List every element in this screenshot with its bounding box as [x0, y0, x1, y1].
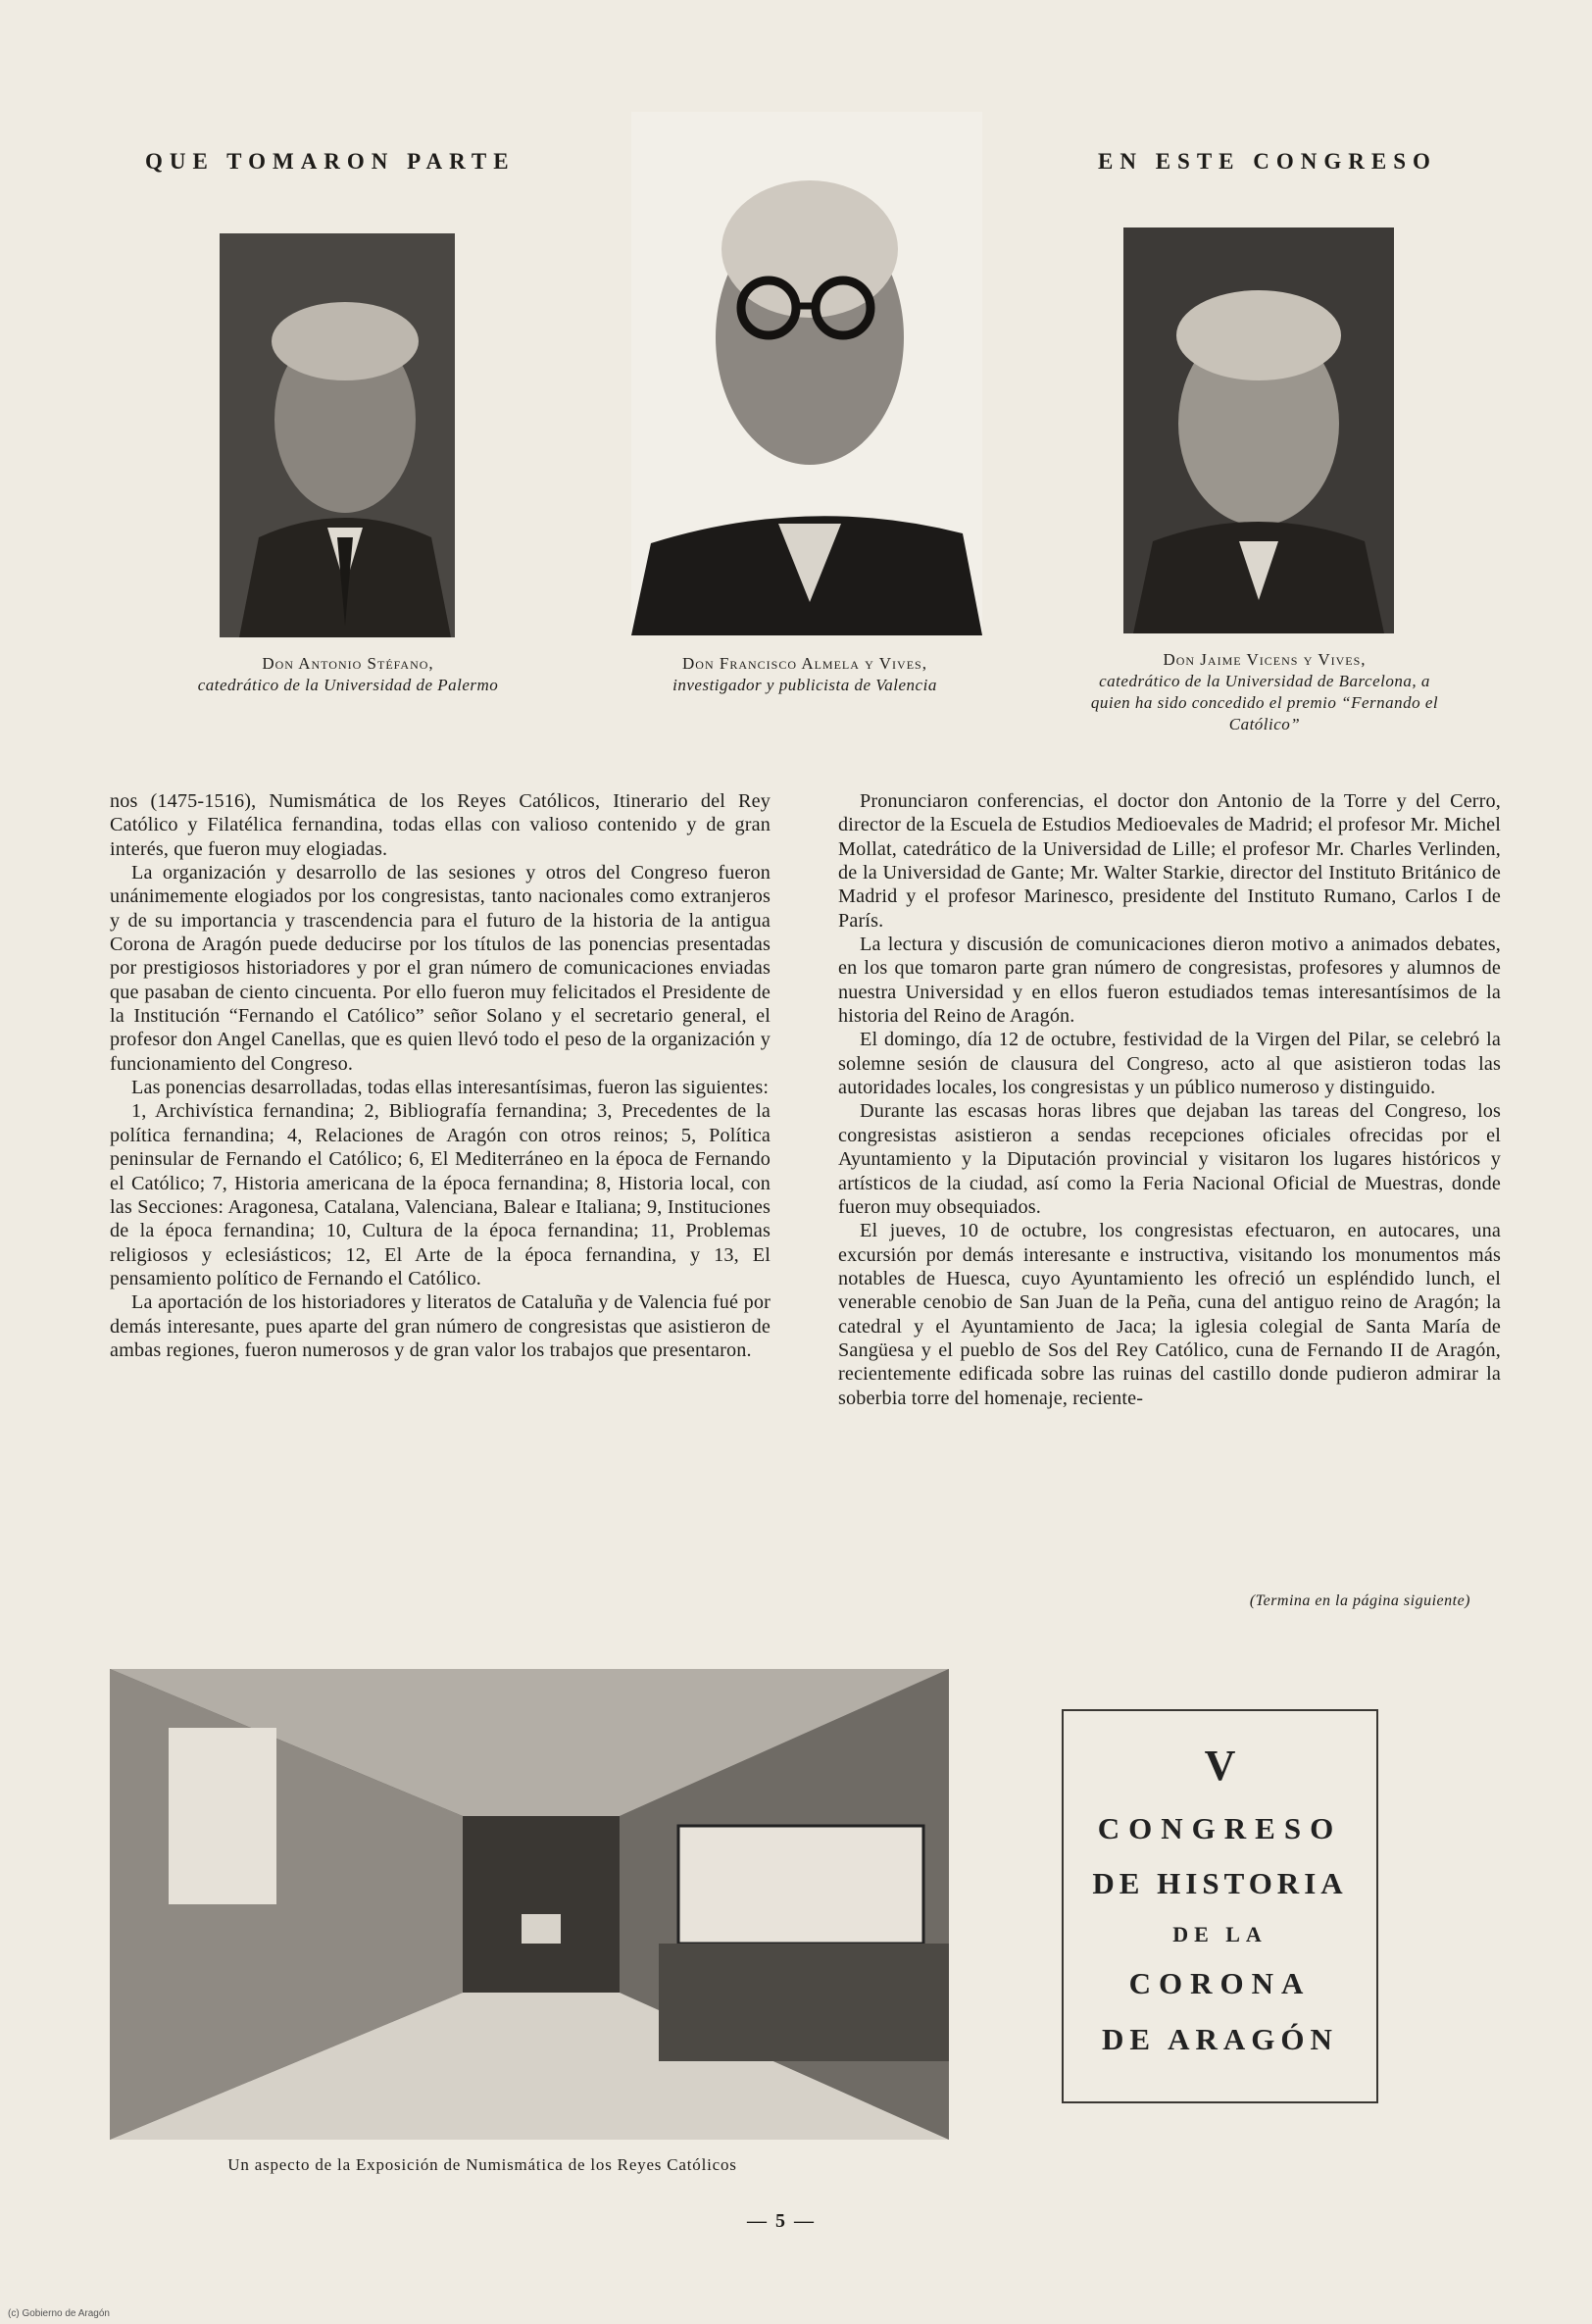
article-right-column	[838, 789, 1501, 1410]
paragraph: La aportación de los historiadores y literatos de Cataluña y de Valencia fué por demás interesante, pues aparte del gran número de congresistas que asistieron de ambas regiones, fueron numerosos y de gran valor los trabajos que presentaron.	[110, 1291, 771, 1361]
portrait-description: catedrático de la Universidad de Barcelona, a quien ha sido concedido el premio “Fernando el Católico”	[1090, 672, 1439, 733]
header-left: QUE TOMARON PARTE	[145, 149, 516, 174]
title-line: CORONA	[1128, 1966, 1312, 2000]
portrait-caption-almela	[623, 653, 986, 696]
page-number: — 5 —	[747, 2210, 816, 2232]
portrait-description: catedrático de la Universidad de Palermo	[197, 676, 499, 694]
paragraph: El jueves, 10 de octubre, los congresistas efectuaron, en autocares, una excursión por demás interesante e instructiva, visitando los monumentos más notables de Huesca, cuyo Ayuntamiento les ofreció un espléndido lunch, el venerable cenobio de San Juan de la Peña, cuna del antiguo reino de Aragón; la catedral y el Ayuntamiento de Jaca; la iglesia colegial de Santa María de Sangüesa y el pueblo de Sos del Rey Católico, cuna de Fernando II de Aragón, recientemente edificada sobre las ruinas del castillo donde pudieron admirar la soberbia torre del homenaje, reciente-	[838, 1220, 1501, 1409]
portrait-name: Don Antonio Stéfano,	[262, 654, 434, 673]
paragraph: La lectura y discusión de comunicaciones dieron motivo a animados debates, en los que tomaron parte gran número de congresistas, profesores y alumnos de nuestra Universidad y en ellos fueron estudiados temas interesantísimos de la historia del Reino de Aragón.	[838, 934, 1501, 1028]
title-line: DE ARAGÓN	[1102, 2022, 1338, 2056]
title-line: DE LA	[1172, 1922, 1268, 1946]
portrait-name: Don Jaime Vicens y Vives,	[1163, 650, 1367, 669]
paragraph: nos (1475-1516), Numismática de los Reyes Católicos, Itinerario del Rey Católico y Filatélica fernandina, todas ellas con valioso contenido y de gran interés, que fueron muy elogiadas.	[110, 790, 771, 860]
exhibition-caption: Un aspecto de la Exposición de Numismática de los Reyes Católicos	[227, 2155, 737, 2174]
portrait-description: investigador y publicista de Valencia	[672, 676, 937, 694]
paragraph: 1, Archivística fernandina; 2, Bibliografía fernandina; 3, Precedentes de la política fernandina; 4, Relaciones de Aragón con otros reinos; 5, Política peninsular de Fernando el Católico; 6, El Mediterráneo en la época de Fernando el Católico; 7, Historia americana de la época fernandina; 8, Historia local, con las Secciones: Aragonesa, Catalana, Valenciana, Balear e Italiana; 9, Instituciones de la época fernandina; 10, Cultura de la época fernandina; 11, Problemas religiosos y eclesiásticos; 12, El Arte de la época fernandina, y 13, El pensamiento político de Fernando el Católico.	[110, 1100, 771, 1289]
portrait-photo-stefano	[220, 233, 455, 637]
title-line: DE HISTORIA	[1092, 1866, 1348, 1900]
portrait-name: Don Francisco Almela y Vives,	[682, 654, 927, 673]
paragraph: Durante las escasas horas libres que dejaban las tareas del Congreso, los congresistas asistieron a sendas recepciones oficiales ofrecidas por el Ayuntamiento y la Diputación provincial y visitaron los lugares históricos y artísticos de la ciudad, así como la Feria Nacional Oficial de Muestras, donde fueron muy obsequiados.	[838, 1100, 1501, 1218]
copyright-notice: (c) Gobierno de Aragón	[8, 2308, 110, 2319]
portrait-photo-vicens	[1123, 227, 1394, 633]
portrait-photo-almela	[631, 112, 982, 635]
portrait-caption-vicens	[1078, 649, 1451, 735]
article-left-column	[110, 789, 771, 1362]
title-line: CONGRESO	[1097, 1811, 1343, 1845]
header-right: EN ESTE CONGRESO	[1098, 149, 1437, 174]
paragraph: La organización y desarrollo de las sesiones y otros del Congreso fueron unánimemente elogiados por los congresistas, tanto nacionales como extranjeros y de su importancia y trascendencia para el futuro de la historia de la antigua Corona de Aragón puede deducirse por los títulos de las ponencias presentadas por prestigiosos historiadores y por el gran número de comunicaciones enviadas que pasaban de ciento cincuenta. Por ello fueron muy felicitados el Presidente de la Institución “Fernando el Católico” señor Solano y el secretario general, el profesor don Angel Canellas, que es quien llevó todo el peso de la organización y funcionamiento del Congreso.	[110, 862, 771, 1075]
exhibition-photo	[110, 1669, 949, 2140]
title-roman-numeral: V	[1204, 1742, 1236, 1790]
paragraph: El domingo, día 12 de octubre, festividad de la Virgen del Pilar, se celebró la solemne sesión de clausura del Congreso, acto al que asistieron todas las autoridades locales, los congresistas y un público numeroso y distinguido.	[838, 1029, 1501, 1099]
paragraph: Pronunciaron conferencias, el doctor don Antonio de la Torre y del Cerro, director de la Escuela de Estudios Medioevales de Madrid; el profesor Mr. Michel Mollat, catedrático de la Universidad de Lille; el profesor Mr. Charles Verlinden, de la Universidad de Gante; Mr. Walter Starkie, director del Instituto Británico de Madrid y el profesor Marinesco, presidente del Instituto Rumano, Carlos I de París.	[838, 790, 1501, 932]
continued-note: (Termina en la página siguiente)	[1249, 1592, 1470, 1609]
congress-title-box	[1062, 1709, 1378, 2103]
paragraph: Las ponencias desarrolladas, todas ellas interesantísimas, fueron las siguientes:	[131, 1077, 770, 1099]
portrait-caption-stefano	[172, 653, 524, 696]
